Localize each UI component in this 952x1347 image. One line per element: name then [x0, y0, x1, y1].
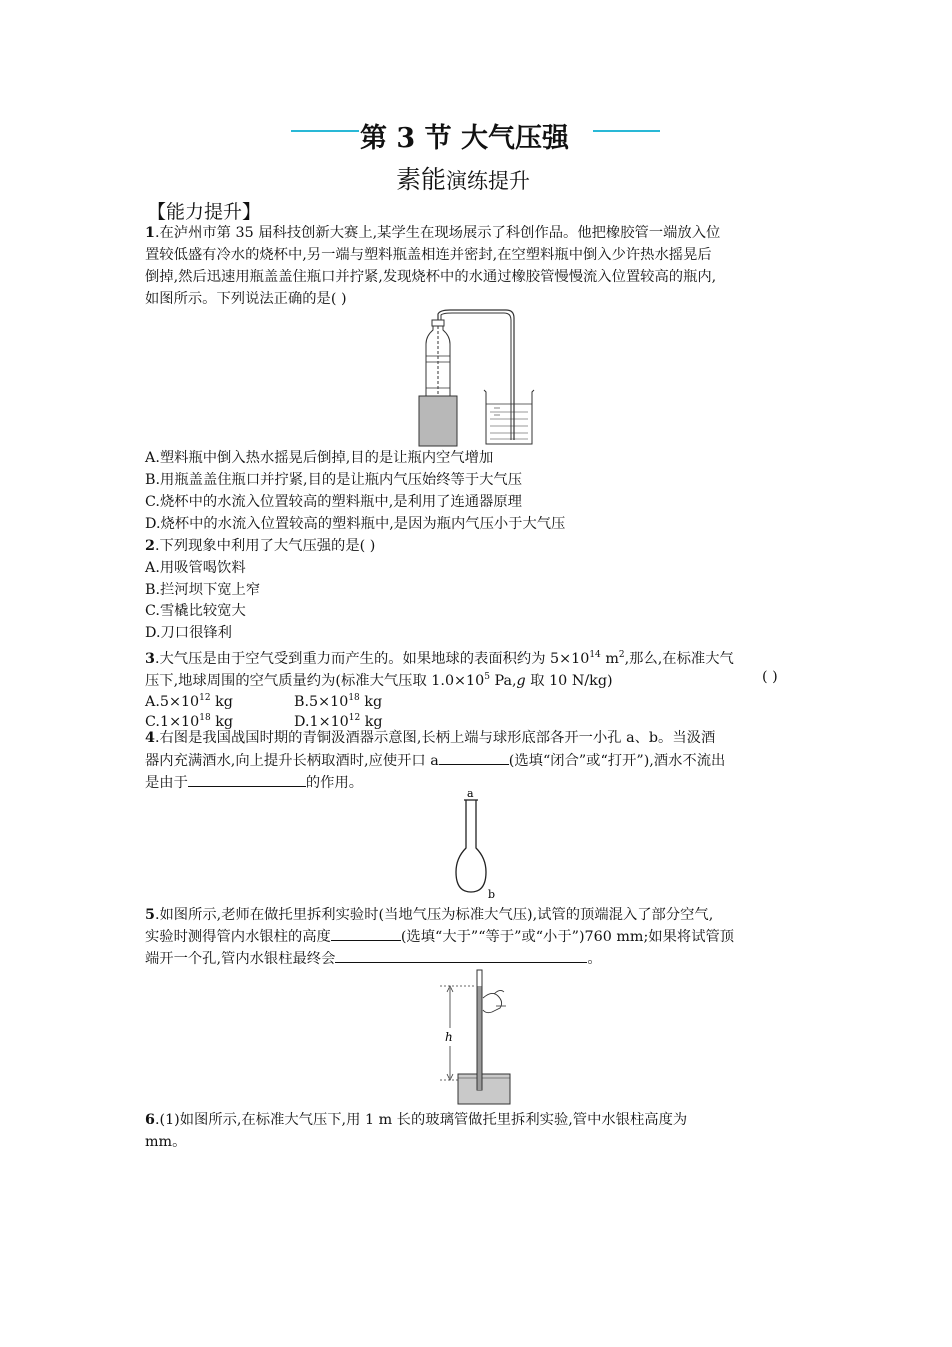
- q1-option-a: A.塑料瓶中倒入热水摇晃后倒掉,目的是让瓶内空气增加: [145, 450, 494, 466]
- q6-line-2: mm。: [145, 1134, 187, 1150]
- q3-option-c: $C.1\times 10^{18}$ kg: [145, 713, 234, 730]
- q1-line-1: 1.在泸州市第 35 届科技创新大赛上,某学生在现场展示了科创作品。他把橡胶管一端放入位: [145, 225, 721, 241]
- q4-blank-2[interactable]: [188, 772, 306, 787]
- q5-line-1: 5.如图所示,老师在做托里拆利实验时(当地气压为标准大气压),试管的顶端混入了部分空气,: [145, 907, 714, 923]
- q5-figure: [436, 966, 520, 1106]
- q2-number: 2: [145, 538, 155, 554]
- q3-answer-paren: ( ): [762, 669, 778, 685]
- q3-line-1: 3.大气压是由于空气受到重力而产生的。如果地球的表面积约为 $5\times 10^{14}$ $m^2$,那么,在标准大气: [145, 650, 734, 667]
- q2-option-a: A.用吸管喝饮料: [145, 560, 246, 576]
- q4-number: 4: [145, 730, 155, 746]
- q4-figure: [450, 786, 510, 902]
- title-right-rule: [593, 130, 660, 132]
- q1-option-b: B.用瓶盖盖住瓶口并拧紧,目的是让瓶内气压始终等于大气压: [145, 472, 523, 488]
- section-label: 【能力提升】: [147, 201, 262, 223]
- subtitle-big: 素能: [396, 165, 447, 194]
- q5-line-2: 实验时测得管内水银柱的高度 (选填“大于”“等于”或“小于”)760 mm;如果将试管顶: [145, 926, 734, 948]
- q4-line-1: 4.右图是我国战国时期的青铜汲酒器示意图,长柄上端与球形底部各开一小孔 a、b。当汲酒: [145, 730, 716, 746]
- page-subtitle: [396, 160, 530, 196]
- q5-line-3: 端开一个孔,管内水银柱最终会 。: [145, 948, 602, 970]
- q1-line-3: 倒掉,然后迅速用瓶盖盖住瓶口并拧紧,发现烧杯中的水通过橡胶管慢慢流入位置较高的瓶内,: [145, 269, 717, 285]
- q3-option-b: $B.5\times 10^{18}$ kg: [294, 693, 383, 710]
- q3-option-d: $D.1\times 10^{12}$ kg: [294, 713, 383, 730]
- q6-line-1: 6.(1)如图所示,在标准大气压下,用 1 m 长的玻璃管做托里拆利实验,管中水银柱高度为: [145, 1112, 688, 1128]
- q2-stem: 2.下列现象中利用了大气压强的是( ): [145, 538, 376, 554]
- q1-figure: [410, 308, 540, 450]
- q4-label-b: b: [488, 888, 496, 901]
- q1-line-2: 置较低盛有冷水的烧杯中,另一端与塑料瓶盖相连并密封,在空塑料瓶中倒入少许热水摇晃后: [145, 247, 712, 263]
- q5-number: 5: [145, 907, 155, 923]
- subtitle-small: 演练提升: [446, 169, 531, 193]
- q6-number: 6: [145, 1112, 155, 1128]
- q1-option-c: C.烧杯中的水流入位置较高的塑料瓶中,是利用了连通器原理: [145, 494, 522, 510]
- q1-option-d: D.烧杯中的水流入位置较高的塑料瓶中,是因为瓶内气压小于大气压: [145, 516, 566, 532]
- q3-line-2: 压下,地球周围的空气质量约为(标准大气压取 $1.0\times 10^5$ Pa,g 取 10 N/kg): [145, 672, 613, 689]
- q5-label-h: h: [445, 1030, 453, 1044]
- q4-line-2: 器内充满酒水,向上提升长柄取酒时,应使开口 a (选填“闭合”或“打开”),酒水不流出: [145, 750, 725, 772]
- q2-option-b: B.拦河坝下宽上窄: [145, 582, 261, 598]
- q2-option-d: D.刀口很锋利: [145, 625, 232, 641]
- q3-option-a: $A.5\times 10^{12}$ kg: [145, 693, 233, 710]
- q4-label-a: a: [467, 787, 474, 800]
- q2-option-c: C.雪橇比较宽大: [145, 603, 246, 619]
- q4-blank-1[interactable]: [439, 750, 509, 765]
- q4-line-3: 是由于 的作用。: [145, 772, 363, 794]
- q5-blank-2[interactable]: [335, 948, 587, 963]
- q5-blank-1[interactable]: [331, 926, 401, 941]
- q1-line-4: 如图所示。下列说法正确的是( ): [145, 291, 347, 307]
- title-left-rule: [291, 130, 359, 132]
- q3-number: 3: [145, 650, 155, 667]
- page-title: 第 3 节 大气压强: [360, 123, 569, 154]
- q1-number: 1: [145, 225, 155, 241]
